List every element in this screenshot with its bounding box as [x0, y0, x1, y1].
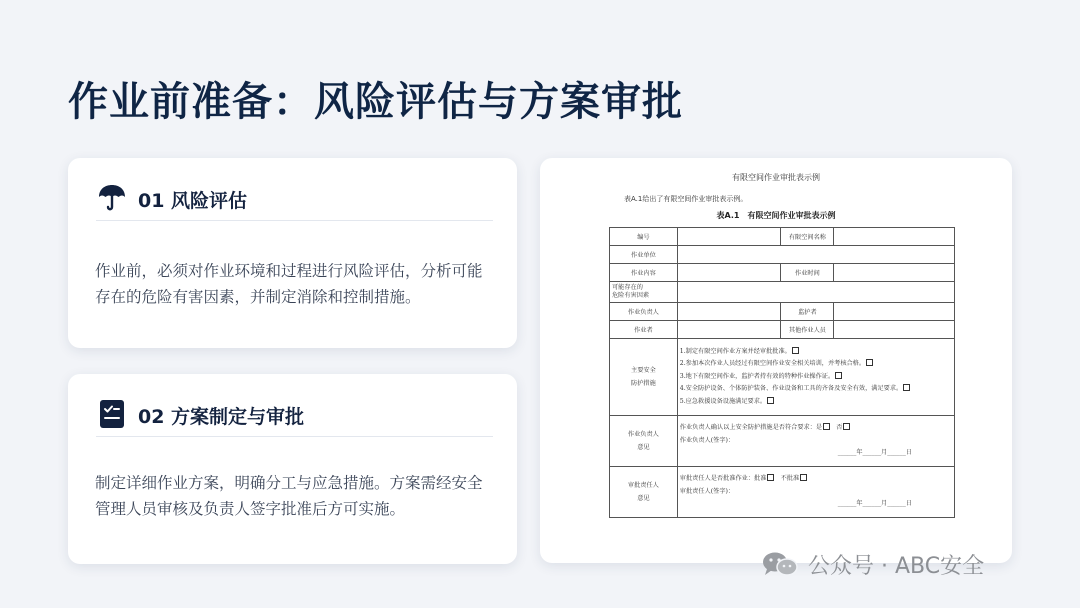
approver-sign-line: 审批责任人(签字)：	[679, 487, 735, 495]
content-label: 作业内容	[610, 264, 678, 282]
guardian-value	[834, 303, 955, 321]
other-workers-value	[834, 321, 955, 339]
form-table-title: 表A.1 有限空间作业审批表示例	[716, 211, 836, 220]
plan-card-title: 02 方案制定与审批	[138, 406, 305, 428]
plan-body-line-2: 管理人员审核及负责人签字批准后方可实施。	[95, 500, 406, 518]
hazard-label-line-2: 危险有害因素	[612, 292, 650, 299]
measures-list	[677, 339, 954, 416]
measures-label	[610, 339, 678, 416]
risk-card-header	[96, 180, 493, 221]
leader-sign-line: 作业负责人(签字)：	[679, 436, 735, 444]
measures-label-line-2: 防护措施	[631, 380, 656, 387]
content-value	[677, 264, 781, 282]
guardian-label: 监护者	[781, 303, 834, 321]
checkbox	[866, 359, 873, 366]
form-row-measures	[610, 339, 955, 416]
leader-opinion-label-line-1: 作业负责人	[627, 431, 659, 438]
risk-card-title: 01 风险评估	[138, 190, 248, 212]
form-row-approver-opinion	[610, 467, 955, 518]
hazard-label	[610, 282, 678, 303]
plan-card-body	[95, 470, 495, 522]
form-heading: 有限空间作业审批表示例	[732, 173, 820, 182]
measure-item: 2.参加本次作业人员经过有限空间作业安全相关培训，并考核合格。	[680, 358, 952, 371]
form-intro: 表A.1给出了有限空间作业审批表示例。	[624, 195, 748, 203]
approval-form-table	[609, 227, 955, 518]
checkbox	[835, 372, 842, 379]
id-value	[677, 228, 781, 246]
worker-label: 作业者	[610, 321, 678, 339]
measures-label-line-1: 主要安全	[631, 367, 656, 374]
checkbox	[767, 397, 774, 404]
risk-body-line-2: 存在的危险有害因素，并制定消除和控制措施。	[95, 288, 421, 306]
unit-label: 作业单位	[610, 246, 678, 264]
form-row-unit	[610, 246, 955, 264]
plan-card-header	[96, 396, 493, 437]
risk-body-line-1: 作业前，必须对作业环境和过程进行风险评估，分析可能	[95, 262, 483, 280]
page-title: 作业前准备：风险评估与方案审批	[68, 79, 683, 125]
leader-value	[677, 303, 781, 321]
form-row-hazards	[610, 282, 955, 303]
measure-item: 4.安全防护设备、个体防护装备、作业设备和工具的齐备及安全有效，满足要求。	[680, 383, 952, 396]
measure-item: 5.应急救援设备设施满足要求。	[680, 396, 952, 409]
checkbox	[792, 347, 799, 354]
plan-approval-card	[68, 374, 517, 564]
form-row-id	[610, 228, 955, 246]
form-row-content	[610, 264, 955, 282]
leader-opinion-value	[677, 416, 954, 467]
watermark-text: 公众号 · ABC安全	[808, 553, 985, 579]
form-row-leader-opinion	[610, 416, 955, 467]
worker-value	[677, 321, 781, 339]
approver-label	[610, 467, 678, 518]
time-label: 作业时间	[781, 264, 834, 282]
leader-opinion-line: 作业负责人确认以上安全防护措施是否符合要求：是 否	[680, 422, 952, 435]
checkbox	[843, 423, 850, 430]
hazard-value	[677, 282, 954, 303]
unit-value	[677, 246, 954, 264]
umbrella-icon	[96, 182, 128, 214]
id-label: 编号	[610, 228, 678, 246]
other-workers-label: 其他作业人员	[781, 321, 834, 339]
leader-label: 作业负责人	[610, 303, 678, 321]
space-name-value	[834, 228, 955, 246]
approver-label-line-1: 审批责任人	[627, 482, 659, 489]
hazard-label-line-1: 可能存在的	[612, 284, 643, 291]
checklist-icon	[96, 398, 128, 430]
checkbox	[800, 474, 807, 481]
approval-form-card	[540, 158, 1012, 563]
approver-opinion-line: 审批责任人是否批准作业：批准 不批准	[680, 473, 952, 486]
approver-label-line-2: 意见	[637, 495, 650, 502]
form-row-leader	[610, 303, 955, 321]
leader-opinion-label	[610, 416, 678, 467]
watermark	[760, 549, 984, 579]
leader-date-line: ______年______月______日	[837, 449, 912, 457]
measure-item: 3.地下有限空间作业，监护者持有效的特种作业操作证。	[680, 371, 952, 384]
wechat-icon	[760, 550, 800, 578]
form-row-worker	[610, 321, 955, 339]
time-value	[834, 264, 955, 282]
risk-card-body	[95, 258, 495, 310]
checkbox	[823, 423, 830, 430]
plan-body-line-1: 制定详细作业方案，明确分工与应急措施。方案需经安全	[95, 474, 483, 492]
checkbox	[767, 474, 774, 481]
space-name-label: 有限空间名称	[781, 228, 834, 246]
risk-assessment-card	[68, 158, 517, 348]
leader-opinion-label-line-2: 意见	[637, 444, 650, 451]
measure-item: 1.制定有限空间作业方案并经审批批准。	[680, 346, 952, 359]
approver-date-line: ______年______月______日	[837, 500, 912, 508]
checkbox	[903, 384, 910, 391]
approver-opinion-value	[677, 467, 954, 518]
